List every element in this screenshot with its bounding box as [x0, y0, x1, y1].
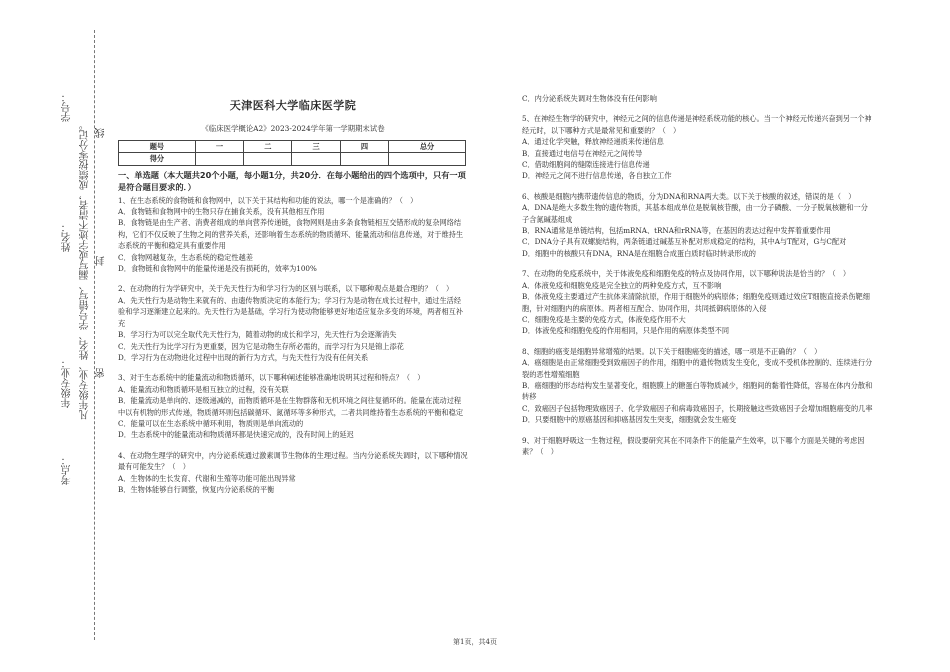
answer-option: A．能量流动和物质循环是相互独立的过程，没有关联	[118, 384, 289, 394]
score-cell: 一	[195, 140, 243, 152]
answer-option: A．食物链和食物网中的生物只存在捕食关系，没有其他相互作用	[118, 207, 325, 217]
question-stem: 5、在神经生物学的研究中，神经元之间的信息传递是神经系统功能的核心。当一个神经元传递兴奋到另一个神经元时，以下哪种方式是最常见和重要的？（ ）	[522, 114, 872, 135]
question-block	[522, 346, 874, 426]
answer-option: C．DNA分子具有双螺旋结构，两条链通过碱基互补配对形成稳定的结构，其中A与T配对，G与C配对	[522, 237, 847, 247]
binding-dashed-line	[94, 30, 95, 640]
question-block	[522, 93, 874, 104]
question-block	[118, 195, 468, 275]
right-column	[522, 93, 874, 457]
question-spacer	[522, 182, 874, 191]
score-cell: 总分	[389, 140, 466, 152]
answer-option: D．体液免疫和细胞免疫的作用相同，只是作用的病原体类型不同	[522, 326, 730, 336]
question-spacer	[118, 441, 468, 450]
question-block	[522, 268, 874, 336]
question-stem: 4、在动物生理学的研究中，内分泌系统通过激素调节生物体的生理过程。当内分泌系统失调时，以下哪种情况最有可能发生？（ ）	[118, 450, 468, 472]
page-footer: 第1页，共4页	[453, 638, 497, 646]
grade-major-label: 年级专业：	[62, 358, 73, 408]
answer-option: B．生物体能够自行调整，恢复内分泌系统的平衡	[118, 484, 275, 494]
left-question-list	[118, 195, 468, 496]
answer-option: C．致癌因子包括物理致癌因子、化学致癌因子和病毒致癌因子，长期接触这些致癌因子会增加细胞癌变的几率	[522, 403, 873, 413]
score-table-header-row	[119, 140, 466, 152]
student-id-label: 学号：	[62, 92, 73, 122]
answer-option: B．体液免疫主要通过产生抗体来清除抗原，作用于细胞外的病原体；细胞免疫则通过效应T细胞直接杀伤靶细胞，针对细胞内的病原体。两者相互配合、协同作用，共同抵御病原体的入侵	[522, 292, 870, 313]
score-input-cell[interactable]	[195, 153, 243, 165]
answer-option: D．神经元之间不进行信息传递，各自独立工作	[522, 171, 672, 181]
answer-option: D．食物链和食物网中的能量传递是没有损耗的，效率为100%	[118, 264, 317, 274]
score-input-cell[interactable]	[244, 153, 292, 165]
answer-option: D．学习行为在动物进化过程中出现的新行为方式，与先天性行为没有任何关系	[118, 352, 369, 362]
question-block	[522, 191, 874, 259]
answer-option: A．DNA是绝大多数生物的遗传物质，其基本组成单位是脱氧核苷酸，由一分子磷酸、一分子脱氧核糖和一分子含氮碱基组成	[522, 203, 868, 224]
question-spacer	[522, 104, 874, 113]
answer-option: A．先天性行为是动物生来就有的、由遗传物质决定的本能行为；学习行为是动物在成长过程中，通过生活经验和学习逐渐建立起来的。先天性行为是基础，学习行为使动物能够更好地适应复杂多变的环境，两者相互补充	[118, 295, 464, 328]
question-block	[522, 435, 874, 458]
score-input-cell[interactable]	[340, 153, 388, 165]
answer-option: A．通过化学突触，释放神经递质来传递信息	[522, 137, 664, 147]
score-cell: 得分	[119, 153, 196, 165]
score-input-cell[interactable]	[389, 153, 466, 165]
score-cell: 三	[292, 140, 340, 152]
question-stem: 3、对于生态系统中的能量流动和物质循环，以下哪种阐述能够准确地说明其过程和特点？（ ）	[118, 373, 425, 383]
exam-title: 《临床医学概论A2》2023-2024学年第一学期期末试卷	[201, 124, 385, 134]
answer-option: C．先天性行为比学习行为更重要，因为它是动物生存所必需的，而学习行为只是锦上添花	[118, 341, 404, 351]
school-label: 考点：	[62, 455, 73, 485]
school-title: 天津医科大学临床医学院	[229, 99, 357, 112]
answer-option: B．学习行为可以完全取代先天性行为，随着动物的成长和学习，先天性行为会逐渐消失	[118, 330, 397, 340]
question-spacer	[522, 259, 874, 268]
score-cell: 四	[340, 140, 388, 152]
answer-option: D．生态系统中的能量流动和物质循环都是快速完成的，没有时间上的延迟	[118, 430, 354, 440]
question-block	[522, 113, 874, 181]
score-cell: 题号	[119, 140, 196, 152]
answer-option: C．内分泌系统失调对生物体没有任何影响	[522, 94, 657, 103]
answer-option: A．体液免疫和细胞免疫是完全独立的两种免疫方式，互不影响	[522, 280, 722, 290]
answer-option: B．癌细胞的形态结构发生显著变化，细胞膜上的糖蛋白等物质减少，细胞间的黏着性降低，容易在体内分散和转移	[522, 380, 873, 402]
name-label: 姓名：	[62, 222, 73, 252]
answer-option: C．食物网越复杂，生态系统的稳定性越差	[118, 252, 253, 262]
section-heading: 一、单选题（本大题共20个小题，每小题1分，共20分．在每小题给出的四个选项中，只有一项是符合题目要求的．）	[118, 169, 466, 192]
answer-option: B．RNA通常是单链结构，包括mRNA、tRNA和rRNA等，在基因的表达过程中发挥着重要作用	[522, 226, 831, 236]
question-stem: 1、在生态系统的食物链和食物网中，以下关于其结构和功能的说法，哪一个是准确的？（ ）	[118, 195, 418, 205]
question-stem: 2、在动物的行为学研究中，关于先天性行为和学习行为的区别与联系，以下哪种观点是最合理的？（ ）	[118, 284, 454, 294]
seal-word-mi: 密	[96, 368, 107, 378]
question-stem: 7、在动物的免疫系统中，关于体液免疫和细胞免疫的特点及协同作用，以下哪种说法是恰当的？（ ）	[522, 269, 851, 279]
answer-option: C．细胞免疫是主要的免疫方式，体液免疫作用不大	[522, 314, 686, 324]
answer-option: B．能量流动是单向的、逐级递减的，而物质循环是在生物群落和无机环境之间往复循环的。能量在流动过程中以有机物的形式传递，物质循环则包括碳循环、氮循环等多种形式，二者共同维持着生态系统的平衡和稳定	[118, 396, 464, 417]
question-spacer	[118, 274, 468, 283]
score-input-cell[interactable]	[292, 153, 340, 165]
answer-option: B．食物链是由生产者、消费者组成的单向营养传递链，食物网则是由多条食物链相互交错形成的复杂网络结构，它们不仅反映了生物之间的营养关系，还影响着生态系统的物质循环、能量流动和信息传递，对于维持生态系统的平衡和稳定具有重要作用	[118, 218, 464, 251]
answer-option: D．细胞中的核酸只有DNA，RNA是在细胞合成蛋白质时临时转录形成的	[522, 248, 756, 258]
score-table-score-row	[119, 153, 466, 165]
answer-option: D．只要细胞中的原癌基因和抑癌基因发生突变，细胞就会发生癌变	[522, 415, 737, 425]
score-cell: 二	[244, 140, 292, 152]
answer-option: C．借助细胞间的缝隙连接进行信息传递	[522, 160, 650, 170]
question-stem: 8、细胞的癌变是细胞异常增殖的结果。以下关于细胞癌变的描述，哪一项是不正确的？（ ）	[522, 346, 822, 356]
question-stem: 9、对于细胞呼吸这一生物过程，假设要研究其在不同条件下的能量产生效率，以下哪个方面是关键的考虑因素？（ ）	[522, 435, 865, 456]
question-block	[118, 450, 468, 496]
answer-option: C．能量可以在生态系统中循环利用，物质则是单向流动的	[118, 418, 304, 428]
score-table	[118, 140, 466, 166]
question-spacer	[522, 337, 874, 346]
left-column	[118, 88, 468, 495]
question-block	[118, 372, 468, 440]
question-spacer	[118, 363, 468, 372]
seal-word-feng: 封	[96, 256, 107, 266]
question-stem: 6、核酸是细胞内携带遗传信息的物质，分为DNA和RNA两大类。以下关于核酸的叙述，错误的是（ ）	[522, 191, 856, 201]
question-block	[118, 283, 468, 363]
answer-option: A．癌细胞是由正常细胞受到致癌因子的作用，细胞中的遗传物质发生变化，变成不受机体控制的、连续进行分裂的恶性增殖细胞	[522, 358, 873, 379]
question-spacer	[522, 426, 874, 435]
binding-strip	[0, 0, 110, 672]
seal-word-xian: 线	[96, 128, 107, 138]
answer-option: A．生物体的生长发育、代谢和生殖等功能可能出现异常	[118, 473, 296, 483]
answer-option: B．直接通过电信号在神经元之间传导	[522, 148, 643, 158]
binding-notice: 凡年级专业、姓名、学号错写、漏写或字迹不清者，成绩按零分记。	[80, 120, 91, 420]
right-question-list	[522, 93, 874, 457]
